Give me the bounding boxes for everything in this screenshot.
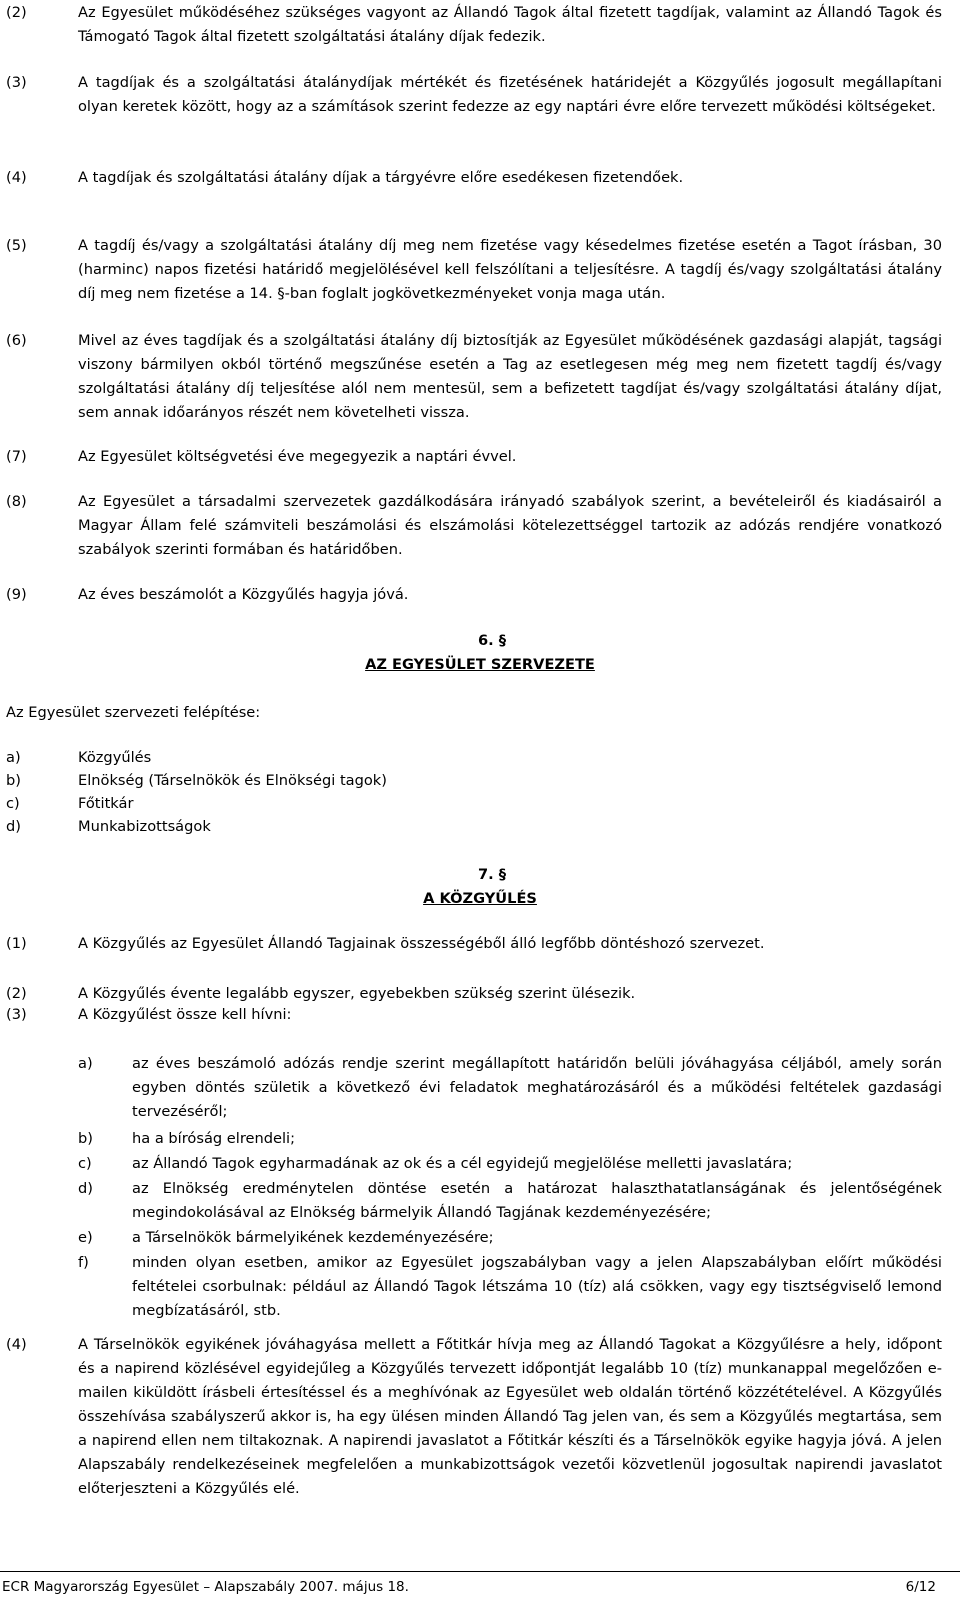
list-item [78,1177,942,1225]
paragraph-text: Az Egyesület a társadalmi szervezetek gazdálkodására irányadó szabályok szerint, a bevételeiről és kiadásairól a Magyar Állam felé számviteli beszámolási és elszámolási kötelezettséggel tartozik az adózás rendjére vonatkozó szabályok szerinti formában és határidőben. [78,493,942,558]
paragraph-number: (5) [6,237,27,254]
footer-document-title: ECR Magyarország Egyesület – Alapszabály 2007. május 18. [2,1579,409,1595]
list-item-text: Főtitkár [78,795,134,812]
paragraph-number: (7) [6,448,27,465]
paragraph-number: (6) [6,332,27,349]
paragraph-7 [6,445,942,469]
list-item [78,1226,942,1250]
paragraph-text: A tagdíjak és szolgáltatási átalány díjak a tárgyévre előre esedékesen fizetendőek. [78,169,684,186]
list-item [78,1152,942,1176]
paragraph-text: A tagdíj és/vagy a szolgáltatási átalány díj meg nem fizetése vagy késedelmes fizetése esetén a Tagot írásban, 30 (harminc) napos fizetési határidő megjelölésével kell felszólítani a teljesítésre. A tagdíj és/vagy szolgáltatási átalány díj meg nem fizetése a 14. §-ban foglalt jogkövetkezményeket vonja maga után. [78,237,942,302]
assembly-paragraph-1 [6,932,942,956]
list-item-label: c) [78,1155,92,1172]
list-item-label: d) [78,1180,93,1197]
paragraph-text: Az éves beszámolót a Közgyűlés hagyja jóvá. [78,586,409,603]
paragraph-text: A Társelnökök egyikének jóváhagyása mellett a Főtitkár hívja meg az Állandó Tagokat a Közgyűlésre a hely, időpont és a napirend közlésével egyidejűleg a Közgyűlés tervezett időpontját legalább 10 (tíz) munkanappal megelőzően e-mailen kiküldött írásbeli értesítéssel és a meghívónak az Egyesület web oldalán történő közzétételével. A Közgyűlés összehívása szabályszerű akkor is, ha egy ülésen minden Állandó Tag jelen van, és sem a Közgyűlés megtartása, sem a napirend ellen nem tiltakoznak. A napirendi javaslatot a Főtitkár készíti és a Társelnökök egyike hagyja jóvá. A jelen Alapszabály rendelkezéseinek megfelelően a munkabizottságok vezetői közvetlenül jogosultak napirendi javaslatot előterjeszteni a Közgyűlés elé. [78,1336,942,1497]
paragraph-text: A Közgyűlés az Egyesület Állandó Tagjainak összességéből álló legfőbb döntéshozó szervezet. [78,935,765,952]
list-item-text: a Társelnökök bármelyikének kezdeményezésére; [132,1229,494,1246]
organization-intro: Az Egyesület szervezeti felépítése: [6,704,261,721]
paragraph-9 [6,583,942,607]
paragraph-number: (2) [6,4,27,21]
list-item-label: b) [78,1130,93,1147]
footer-divider [0,1571,960,1572]
paragraph-number: (1) [6,935,27,952]
list-item-text: ha a bíróság elrendeli; [132,1130,295,1147]
list-item [78,1127,942,1151]
list-item-label: b) [6,772,21,789]
paragraph-text: A tagdíjak és a szolgáltatási átalánydíjak mértékét és fizetésének határidejét a Közgyűlés jogosult megállapítani olyan keretek között, hogy az a számítások szerint fedezze az egy naptári évre előre tervezett működési költségeket. [78,74,942,115]
section-number: 7. § [477,866,507,883]
list-item-text: Munkabizottságok [78,818,211,835]
assembly-paragraph-4 [6,1333,942,1501]
paragraph-3 [6,71,942,119]
list-item-label: e) [78,1229,93,1246]
list-item-text: az Állandó Tagok egyharmadának az ok és a cél egyidejű megjelölése melletti javaslatára; [132,1155,793,1172]
paragraph-number: (2) [6,985,27,1002]
list-item-label: d) [6,818,21,835]
section-title: A KÖZGYŰLÉS [423,890,537,907]
section-heading-6 [0,629,960,677]
page-number: 6/12 [905,1579,936,1595]
assembly-paragraph-3 [6,1003,942,1027]
list-item-text: az éves beszámoló adózás rendje szerint megállapított határidőn belüli jóváhagyása céljából, amely során egyben döntés születik a következő évi feladatok meghatározásáról és a működési feltételek gazdasági tervezéséről; [132,1055,942,1120]
paragraph-number: (4) [6,1336,27,1353]
list-item-label: f) [78,1254,89,1271]
paragraph-number: (3) [6,1006,27,1023]
page-footer [0,1571,960,1611]
paragraph-8 [6,490,942,562]
paragraph-number: (9) [6,586,27,603]
list-item-label: a) [78,1055,93,1072]
paragraph-text: Az Egyesület költségvetési éve megegyezik a naptári évvel. [78,448,517,465]
list-item-text: minden olyan esetben, amikor az Egyesület jogszabályban vagy a jelen Alapszabályban előírt működési feltételei csorbulnak: például az Állandó Tagok létszáma 10 (tíz) alá csökken, vagy egy tisztségviselő lemond megbízatásáról, stb. [132,1254,942,1319]
paragraph-number: (4) [6,169,27,186]
list-item [78,1052,942,1124]
list-item-label: c) [6,795,20,812]
list-item-text: Közgyűlés [78,749,152,766]
list-item-text: az Elnökség eredménytelen döntése esetén a határozat halaszthatatlanságának és jelentőségének megindokolásával az Elnökség bármelyik Állandó Tagjának kezdeményezésére; [132,1180,942,1221]
paragraph-text: Az Egyesület működéséhez szükséges vagyont az Állandó Tagok által fizetett tagdíjak, valamint az Állandó Tagok és Támogató Tagok által fizetett szolgáltatási átalány díjak fedezik. [78,4,942,45]
list-item-label: a) [6,749,21,766]
paragraph-number: (8) [6,493,27,510]
paragraph-6 [6,329,942,425]
list-item-text: Elnökség (Társelnökök és Elnökségi tagok) [78,772,387,789]
paragraph-text: Mivel az éves tagdíjak és a szolgáltatási átalány díj biztosítják az Egyesület működésének gazdasági alapját, tagsági viszony bármilyen okból történő megszűnése esetén a Tag az esetlegesen még meg nem fizetett tagdíj és/vagy szolgáltatási átalány díj teljesítése alól nem mentesül, sem a befizetett tagdíjat és/vagy szolgáltatási átalány díjat, sem annak időarányos részét nem követelheti vissza. [78,332,942,421]
paragraph-4 [6,166,942,190]
section-heading-7 [0,863,960,911]
paragraph-text: A Közgyűlést össze kell hívni: [78,1006,292,1023]
section-title: AZ EGYESÜLET SZERVEZETE [365,656,595,673]
list-item [78,1251,942,1323]
paragraph-5 [6,234,942,306]
convocation-list [78,1052,942,1324]
paragraph-2 [6,1,942,49]
section-number: 6. § [477,632,507,649]
paragraph-number: (3) [6,74,27,91]
paragraph-text: A Közgyűlés évente legalább egyszer, egyebekben szükség szerint ülésezik. [78,985,636,1002]
